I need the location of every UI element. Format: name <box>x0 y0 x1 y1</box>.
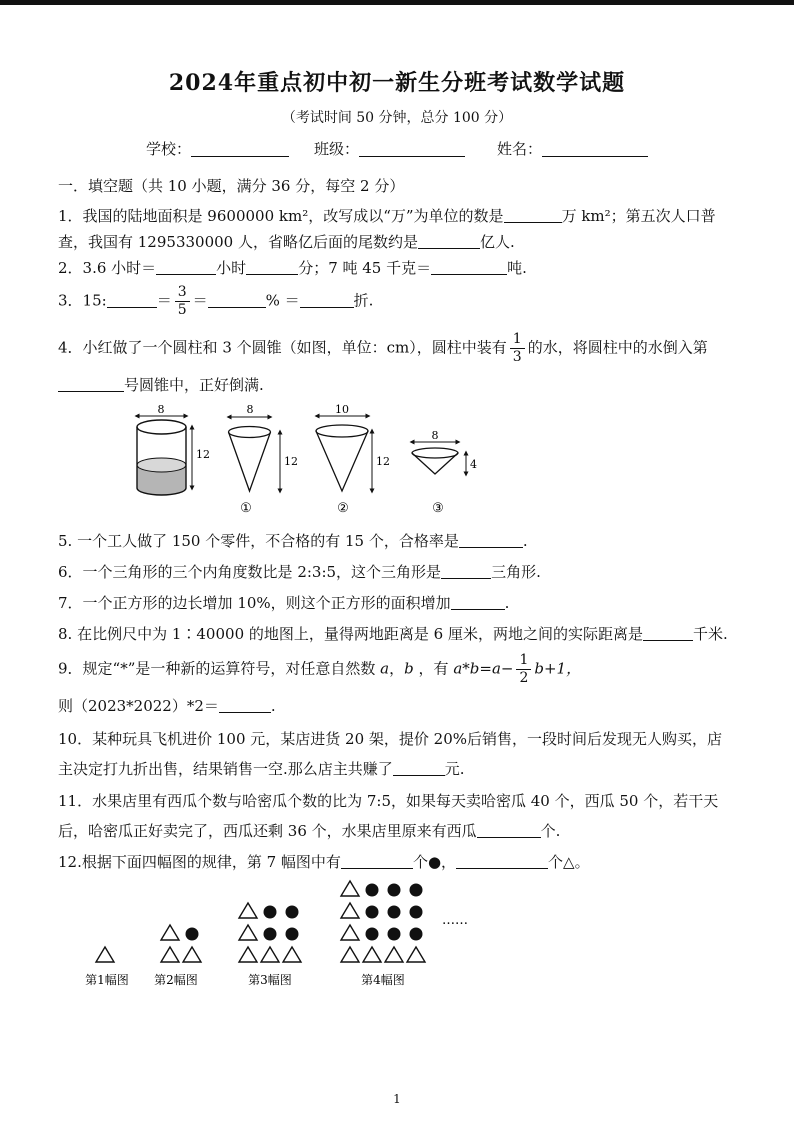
cone-2-diameter-label: 10 <box>335 403 349 416</box>
answer-blank[interactable] <box>219 698 271 713</box>
cone-1-shape <box>229 403 299 516</box>
question-9-line-1: 9．规定“*”是一种新的运算符号，对任意自然数 a，b ，有 a*b=a− $\frac{1}{2}$ b+1， <box>58 652 582 686</box>
answer-blank[interactable] <box>393 761 445 776</box>
question-1-line-1: 1．我国的陆地面积是 9600000 km²，改写成以“万”为单位的数是 万 km²；第五次人口普 <box>58 207 716 225</box>
cylinder-height-label: 12 <box>196 448 210 461</box>
figure-4-label: 第4幅图 <box>361 973 405 987</box>
question-6: 6．一个三角形的三个内角度数比是 2:3:5，这个三角形是 三角形. <box>58 563 541 581</box>
question-2: 2．3.6 小时＝ 小时 分；7 吨 45 千克＝ 吨. <box>58 259 527 277</box>
question-5: 5. 一个工人做了 150 个零件，不合格的有 15 个，合格率是 . <box>58 532 528 550</box>
fraction-1-3: $\frac{1}{3}$ <box>510 331 525 366</box>
answer-blank[interactable] <box>441 564 491 579</box>
exam-subtitle: （考试时间 50 分钟，总分 100 分） <box>281 110 513 126</box>
question-12: 12.根据下面四幅图的规律，第 7 幅图中有 个●， 个△。 <box>58 853 590 871</box>
question-1-line-2: 查，我国有 1295330000 人，省略亿后面的尾数约是 亿人. <box>58 233 515 251</box>
answer-blank[interactable] <box>477 823 541 838</box>
cone-2-shape <box>316 403 390 516</box>
name-blank[interactable] <box>542 140 648 157</box>
answer-blank[interactable] <box>208 293 266 308</box>
cone-2-number-label: ② <box>337 501 349 516</box>
figure-1-label: 第1幅图 <box>85 973 129 987</box>
question-11-line-1: 11．水果店里有西瓜个数与哈密瓜个数的比为 7:5，如果每天卖哈密瓜 40 个，西瓜 50 个，若干天 <box>58 792 719 810</box>
cylinder-shape <box>137 403 210 495</box>
answer-blank[interactable] <box>431 260 507 275</box>
ellipsis: …… <box>442 913 468 928</box>
dot-shapes <box>186 884 423 941</box>
question-11-line-2: 后，哈密瓜正好卖完了，西瓜还剩 36 个，水果店里原来有西瓜 个. <box>58 822 561 840</box>
answer-blank[interactable] <box>643 626 693 641</box>
answer-blank[interactable] <box>156 260 216 275</box>
cylinder-cone-figure <box>100 402 500 522</box>
cone-3-height-label: 4 <box>470 458 477 471</box>
name-field: 姓名： <box>497 138 648 159</box>
answer-blank[interactable] <box>300 293 354 308</box>
cone-1-diameter-label: 8 <box>246 403 254 416</box>
figure-2-label: 第2幅图 <box>154 973 198 987</box>
answer-blank[interactable] <box>107 293 157 308</box>
page-title: 2024年重点初中初一新生分班考试数学试题 <box>168 70 626 96</box>
question-4-line-1: 4．小红做了一个圆柱和 3 个圆锥（如图，单位：cm），圆柱中装有 $\frac{1}{3}$ 的水，将圆柱中的水倒入第 <box>58 331 708 365</box>
fraction-3-5: $\frac{3}{5}$ <box>175 284 190 319</box>
question-10-line-2: 主决定打九折出售，结果销售一空.那么店主共赚了 元. <box>58 760 465 778</box>
fraction-1-2: $\frac{1}{2}$ <box>516 652 531 687</box>
cone-2-height-label: 12 <box>376 455 390 468</box>
answer-blank[interactable] <box>451 595 505 610</box>
answer-blank[interactable] <box>246 260 298 275</box>
school-blank[interactable] <box>191 140 289 157</box>
cone-1-number-label: ① <box>240 501 252 516</box>
school-field: 学校： <box>146 138 289 159</box>
class-blank[interactable] <box>359 140 465 157</box>
pattern-figure <box>70 878 500 993</box>
question-10-line-1: 10．某种玩具飞机进价 100 元，某店进货 20 架，提价 20%后销售，一段时间后发现无人购买，店 <box>58 730 722 748</box>
cone-3-number-label: ③ <box>432 501 444 516</box>
question-8: 8. 在比例尺中为 1∶40000 的地图上，量得两地距离是 6 厘米，两地之间的实际距离是 千米. <box>58 625 728 643</box>
question-7: 7．一个正方形的边长增加 10%，则这个正方形的面积增加 . <box>58 594 510 612</box>
answer-blank[interactable] <box>341 854 413 869</box>
cone-3-diameter-label: 8 <box>431 429 439 442</box>
question-4-line-2: 号圆锥中，正好倒满. <box>58 374 264 395</box>
cone-3-shape <box>412 429 477 516</box>
top-border <box>0 0 794 5</box>
answer-blank[interactable] <box>456 854 548 869</box>
cylinder-diameter-label: 8 <box>157 403 165 416</box>
figure-3-label: 第3幅图 <box>248 973 292 987</box>
cone-1-height-label: 12 <box>284 455 298 468</box>
class-field: 班级： <box>314 138 465 159</box>
section-heading: 一．填空题（共 10 小题，满分 36 分，每空 2 分） <box>58 177 405 195</box>
answer-blank[interactable] <box>504 208 562 223</box>
question-3: 3．15: ＝ $\frac{3}{5}$ ＝ % ＝ 折. <box>58 284 374 318</box>
answer-blank[interactable] <box>418 234 480 249</box>
question-9-line-2: 则（2023*2022）*2＝ . <box>58 697 276 715</box>
answer-blank[interactable] <box>58 377 124 392</box>
answer-blank[interactable] <box>459 533 523 548</box>
page-number: 1 <box>393 1092 401 1106</box>
